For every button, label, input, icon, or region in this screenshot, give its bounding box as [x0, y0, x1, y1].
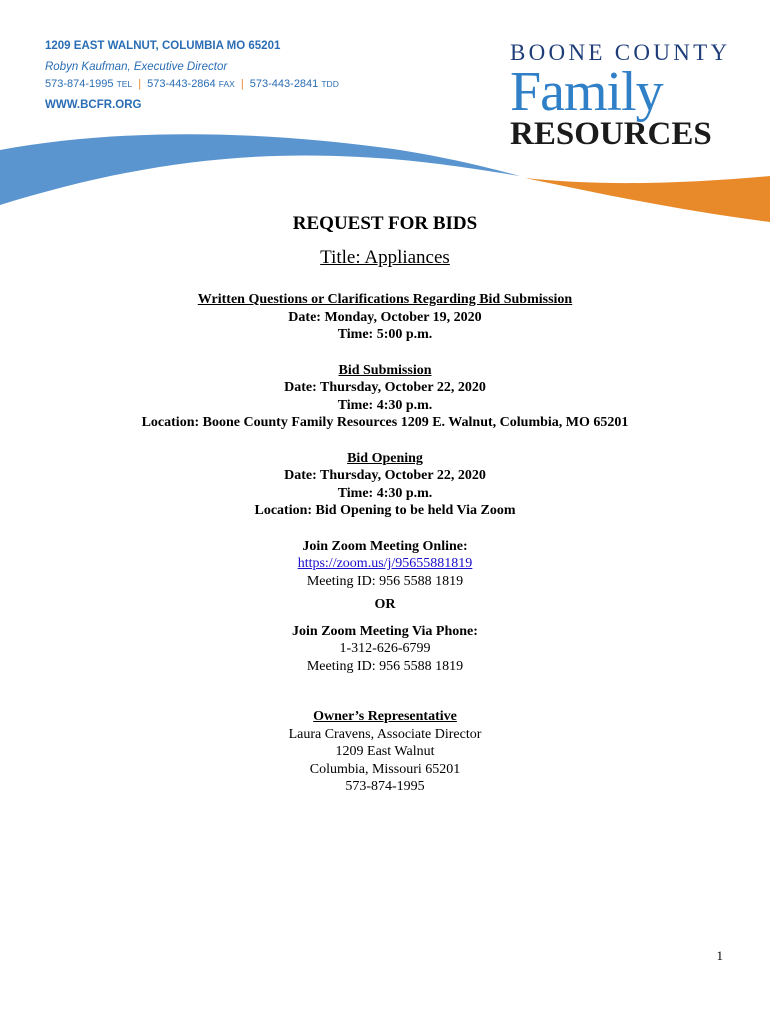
phone-numbers	[45, 78, 339, 90]
zoom-phone-number: 1-312-626-6799	[339, 641, 431, 656]
zoom-online-section	[0, 538, 770, 614]
owner-street: 1209 East Walnut	[335, 744, 435, 759]
questions-time: Time: 5:00 p.m.	[337, 327, 433, 342]
contact-info	[45, 40, 339, 111]
opening-section	[0, 450, 770, 520]
owner-city: Columbia, Missouri 65201	[309, 761, 461, 777]
fax-number: 573-443-2864	[147, 78, 216, 90]
submission-label: Bid Submission	[338, 362, 432, 378]
zoom-phone-meeting-id: Meeting ID: 956 5588 1819	[306, 658, 464, 674]
owner-representative-section	[0, 708, 770, 796]
tel-number: 573-874-1995	[45, 78, 114, 90]
owner-name: Laura Cravens, Associate Director	[288, 726, 482, 742]
tel-label: TEL	[116, 79, 133, 89]
questions-date: Date: Monday, October 19, 2020	[288, 309, 482, 325]
zoom-phone-label: Join Zoom Meeting Via Phone:	[292, 623, 478, 639]
address: 1209 EAST WALNUT, COLUMBIA MO 65201	[45, 40, 281, 52]
opening-date: Date: Thursday, October 22, 2020	[284, 468, 486, 483]
tdd-number: 573-443-2841	[249, 78, 319, 90]
submission-date: Date: Thursday, October 22, 2020	[284, 380, 486, 395]
blue-swoosh	[0, 134, 520, 205]
owner-phone: 573-874-1995	[345, 779, 425, 794]
submission-section	[0, 362, 770, 432]
document-body	[0, 213, 770, 796]
page-number: 1	[716, 948, 723, 963]
or-divider: OR	[374, 597, 396, 612]
bid-title: Title: Appliances	[320, 247, 450, 268]
zoom-meeting-link[interactable]: https://zoom.us/j/95655881819	[297, 556, 473, 571]
logo-boone-county: BOONE COUNTY	[510, 40, 731, 65]
zoom-online-meeting-id: Meeting ID: 956 5588 1819	[306, 573, 464, 589]
questions-section	[0, 291, 770, 344]
submission-location: Location: Boone County Family Resources 1209 E. Walnut, Columbia, MO 65201	[141, 415, 629, 430]
submission-time: Time: 4:30 p.m.	[337, 397, 433, 413]
separator: |	[240, 78, 244, 90]
website: WWW.BCFR.ORG	[45, 99, 142, 111]
separator: |	[138, 78, 142, 90]
organization-logo	[510, 40, 730, 153]
tdd-label: TDD	[321, 79, 339, 89]
opening-label: Bid Opening	[347, 450, 423, 466]
logo-family: Family	[510, 61, 663, 123]
owner-label: Owner’s Representative	[313, 709, 457, 724]
zoom-online-label: Join Zoom Meeting Online:	[302, 538, 468, 554]
fax-label: FAX	[218, 79, 235, 89]
opening-location: Location: Bid Opening to be held Via Zoom	[254, 503, 516, 518]
page-title: REQUEST FOR BIDS	[292, 213, 478, 234]
director: Robyn Kaufman, Executive Director	[45, 61, 228, 73]
opening-time: Time: 4:30 p.m.	[337, 485, 433, 501]
logo-resources: RESOURCES	[510, 116, 712, 152]
letterhead	[0, 0, 770, 230]
questions-label: Written Questions or Clarifications Regarding Bid Submission	[197, 292, 573, 307]
zoom-phone-section	[0, 623, 770, 676]
